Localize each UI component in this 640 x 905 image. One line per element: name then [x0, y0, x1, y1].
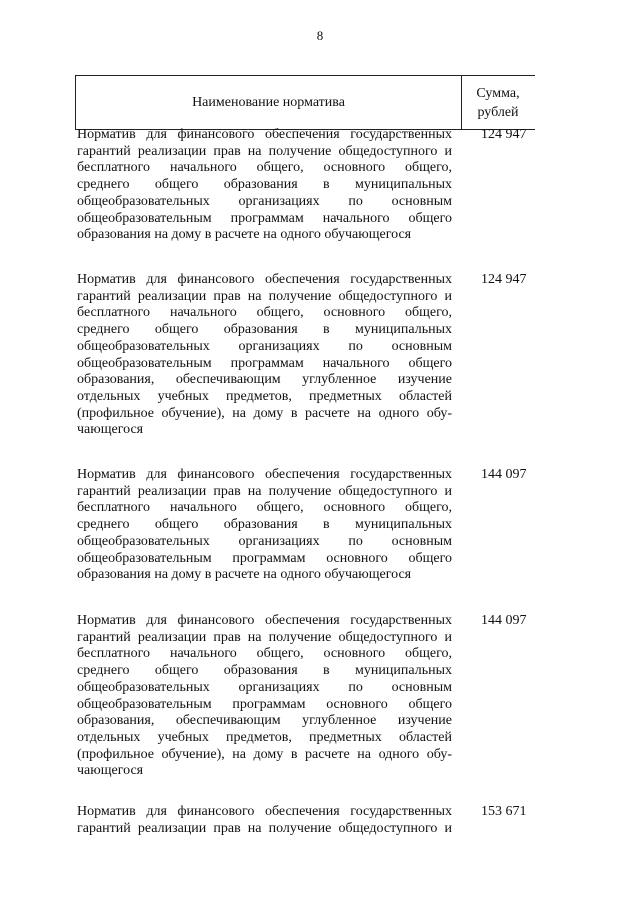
description-line: бесплатного начального общего, основного общего,: [77, 160, 452, 176]
column-header-sum: [461, 76, 535, 129]
description-line: чающегося: [77, 763, 144, 779]
norm-description: [77, 613, 452, 780]
description-line: среднего общего образования в муниципальных: [77, 663, 452, 679]
description-line: чающегося: [77, 422, 144, 438]
norm-sum: 144 097: [481, 613, 527, 628]
description-line: среднего общего образования в муниципальных: [77, 177, 452, 193]
description-line: (профильное обучение), на дому в расчете на одного обу-: [77, 405, 452, 421]
description-line: Норматив для финансового обеспечения государственных: [77, 127, 452, 142]
norm-sum: 153 671: [481, 804, 527, 819]
description-line: отдельных учебных предметов, предметных областей: [77, 388, 452, 404]
description-line: общеобразовательных организациях по основным: [77, 338, 452, 354]
description-line: гарантий реализации прав на получение общедоступного и: [77, 483, 452, 499]
description-line: общеобразовательным программам начального общего: [77, 355, 452, 371]
table-header: [75, 75, 535, 130]
description-line: гарантий реализации прав на получение общедоступного и: [77, 143, 452, 159]
description-line: образования на дому в расчете на одного обучающегося: [77, 567, 412, 583]
description-line: отдельных учебных предметов, предметных областей: [77, 729, 452, 745]
norm-description: [77, 804, 452, 837]
description-line: общеобразовательных организациях по основным: [77, 679, 452, 695]
description-line: гарантий реализации прав на получение общедоступного и: [77, 820, 452, 836]
description-line: образования, обеспечивающим углубленное изучение: [77, 713, 452, 729]
norm-sum: 124 947: [481, 127, 527, 142]
description-line: Норматив для финансового обеспечения государственных: [77, 804, 452, 819]
description-line: (профильное обучение), на дому в расчете на одного обу-: [77, 746, 452, 762]
column-header-sum-line2: рублей: [477, 104, 519, 120]
description-line: бесплатного начального общего, основного общего,: [77, 305, 452, 321]
description-line: среднего общего образования в муниципальных: [77, 517, 452, 533]
description-line: общеобразовательным программам основного общего: [77, 550, 452, 566]
description-line: образования на дому в расчете на одного обучающегося: [77, 227, 412, 243]
description-line: общеобразовательным программам начального общего: [77, 210, 452, 226]
norm-description: [77, 272, 452, 439]
description-line: Норматив для финансового обеспечения государственных: [77, 272, 452, 287]
description-line: гарантий реализации прав на получение общедоступного и: [77, 629, 452, 645]
description-line: общеобразовательным программам основного общего: [77, 696, 452, 712]
norm-description: [77, 467, 452, 584]
norm-sum: 124 947: [481, 272, 527, 287]
description-line: бесплатного начального общего, основного общего,: [77, 646, 452, 662]
description-line: общеобразовательных организациях по основным: [77, 533, 452, 549]
column-header-name: Наименование норматива: [75, 76, 462, 129]
description-line: бесплатного начального общего, основного общего,: [77, 500, 452, 516]
description-line: гарантий реализации прав на получение общедоступного и: [77, 288, 452, 304]
description-line: образования, обеспечивающим углубленное изучение: [77, 372, 452, 388]
column-header-sum-line1: Сумма,: [476, 85, 520, 101]
description-line: Норматив для финансового обеспечения государственных: [77, 467, 452, 482]
description-line: среднего общего образования в муниципальных: [77, 322, 452, 338]
norm-description: [77, 127, 452, 244]
page-number: 8: [316, 28, 324, 43]
description-line: общеобразовательных организациях по основным: [77, 193, 452, 209]
description-line: Норматив для финансового обеспечения государственных: [77, 613, 452, 628]
norm-sum: 144 097: [481, 467, 527, 482]
